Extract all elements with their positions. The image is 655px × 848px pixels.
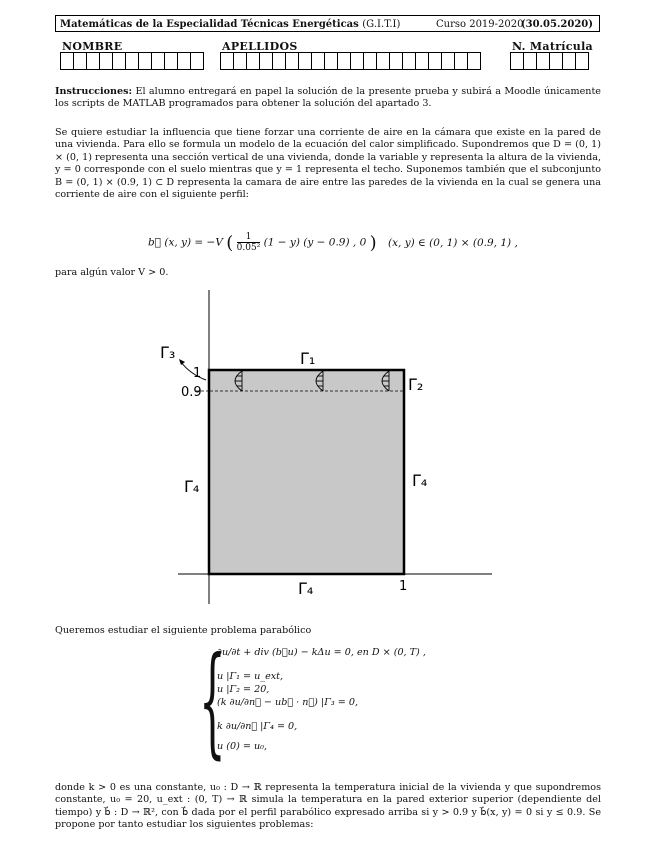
domain-rectangle <box>209 370 404 574</box>
tick-y-1: 1 <box>193 366 202 381</box>
gamma4-bottom-label: Γ₄ <box>298 579 314 598</box>
surname-boxes[interactable] <box>220 52 480 71</box>
gamma4-right-label: Γ₄ <box>412 471 428 490</box>
system-eq-2: u |Γ₁ = u_ext, <box>217 671 284 682</box>
system-eq-1: ∂u/∂t + div (b⃗u) − kΔu = 0, en D × (0, T) , <box>217 647 426 658</box>
gamma1-label: Γ₁ <box>300 349 316 368</box>
id-boxes[interactable] <box>510 52 588 71</box>
condition-text: para algún valor V > 0. <box>55 267 169 278</box>
velocity-formula: b⃗ (x, y) = −V ( $\frac{1}{\text{0.05²}}$ (1 − y) (y − 0.9) , 0 ) <box>148 232 377 254</box>
surname-label: APELLIDOS <box>222 40 298 53</box>
name-boxes[interactable] <box>60 52 203 71</box>
name-label: NOMBRE <box>62 40 123 53</box>
gamma4-left-label: Γ₄ <box>184 477 200 496</box>
problem-intro: Queremos estudiar el siguiente problema parabólico <box>55 625 312 636</box>
exam-header <box>55 15 600 32</box>
intro-paragraph: Se quiere estudiar la influencia que tiene forzar una corriente de aire en la cámara que existe en la pared de una vivienda. Para ello se formula un modelo de la ecuación del calor simplificado. Supondremos que D = (0, 1) × (0, 1) representa una sección vertical de una vivienda, donde la variable y representa la altura de la vivienda, y = 0 corresponde con el suelo mientras que y = 1 representa el techo. Suponemos también que el subconjunto B = (0, 1) × (0.9, 1) ⊂ D representa la camara de aire entre las paredes de la vivienda en la cual se genera una corriente de aire con el siguiente perfil: <box>55 127 601 201</box>
system-eq-4: (k ∂u/∂n⃗ − ub⃗ · n⃗) |Γ₃ = 0, <box>217 697 358 708</box>
closing-paragraph: donde k > 0 es una constante, u₀ : D → ℝ representa la temperatura inicial de la vivienda y que supondremos constante, u₀ = 20, u_ext : (0, T) → ℝ simula la temperatura en la pared exterior superior (dependiente del tiempo) y b⃗ : D → ℝ², con b⃗ dada por el perfil parabólico expresado arriba si y > 0.9 y b⃗(x, y) = 0 si y ≤ 0.9. Se propone por tanto estudiar los siguientes problemas: <box>55 782 601 831</box>
formula-domain: (x, y) ∈ (0, 1) × (0.9, 1) , <box>388 237 518 249</box>
system-eq-3: u |Γ₂ = 20, <box>217 684 270 695</box>
course-title: Matemáticas de la Especialidad Técnicas Energéticas (G.I.T.I) <box>60 19 401 30</box>
gamma2-label: Γ₂ <box>408 375 424 394</box>
instructions: Instrucciones: El alumno entregará en papel la solución de la presente prueba y subirá a Moodle únicamente los scripts de MATLAB programados para obtener la solución del apartado 3. <box>55 86 601 110</box>
tick-x-1: 1 <box>399 579 408 594</box>
tick-y-09: 0.9 <box>181 385 202 400</box>
exam-date: (30.05.2020) <box>520 19 593 30</box>
system-eq-6: u (0) = u₀, <box>217 741 268 752</box>
system-eq-5: k ∂u/∂n⃗ |Γ₄ = 0, <box>217 721 298 732</box>
course-year: Curso 2019-2020 <box>436 19 524 30</box>
parabolic-system: { ∂u/∂t + div (b⃗u) − kΔu = 0, en D × (0, T) , u |Γ₁ = u_ext, u |Γ₂ = 20, (k ∂u/∂n⃗ − ub⃗ · n⃗) |Γ₃ = 0, k ∂u/∂n⃗ |Γ₄ = 0, u (0) = u₀, <box>199 632 426 771</box>
gamma3-label: Γ₃ <box>160 343 176 362</box>
id-label: N. Matrícula <box>512 40 593 53</box>
domain-figure <box>150 288 510 612</box>
